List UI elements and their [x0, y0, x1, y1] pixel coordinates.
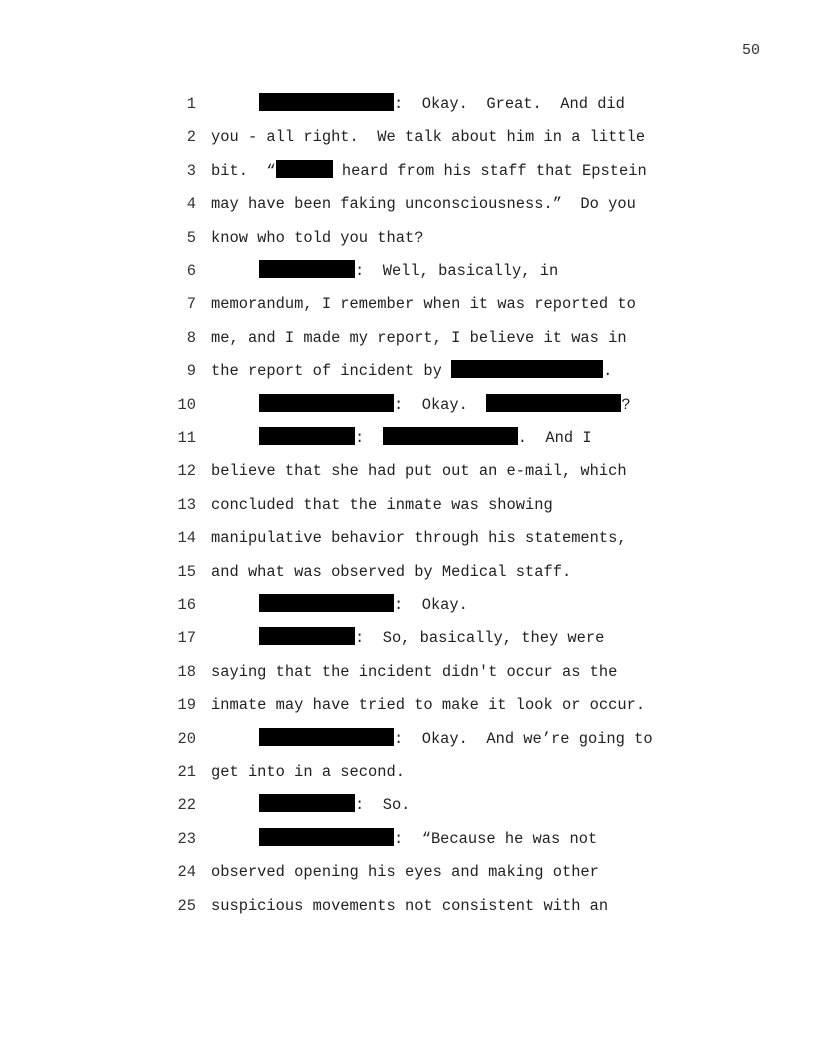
line-text [211, 292, 636, 316]
line-text [211, 560, 571, 584]
text-segment: get into in a second. [211, 763, 405, 781]
text-segment: observed opening his eyes and making other [211, 863, 599, 882]
line-number: 9 [186, 362, 196, 381]
line-text [211, 660, 617, 684]
transcript-line [0, 159, 816, 183]
transcript-line [0, 827, 816, 851]
transcript-line [0, 560, 816, 584]
transcript-line [0, 326, 816, 350]
line-number: 7 [186, 295, 196, 314]
transcript-line [0, 359, 816, 383]
redaction-box [259, 594, 394, 612]
line-text [211, 326, 627, 350]
line-number: 5 [186, 228, 196, 247]
transcript-line [0, 793, 816, 817]
text-segment: and what was observed by Medical staff. [211, 562, 572, 581]
text-segment: manipulative behavior through his statements, [211, 529, 627, 548]
line-number: 25 [177, 896, 196, 915]
line-number: 8 [186, 328, 196, 347]
transcript-line [0, 894, 816, 918]
transcript-line [0, 426, 816, 450]
line-number: 22 [177, 796, 196, 815]
line-number: 14 [177, 529, 196, 548]
line-number: 13 [177, 495, 196, 514]
transcript-line [0, 292, 816, 316]
transcript-line [0, 92, 816, 116]
text-segment: the report of incident by [211, 362, 452, 381]
line-number: 3 [186, 161, 196, 180]
text-segment: : So, basically, they were [355, 629, 605, 648]
redaction-box [276, 160, 333, 178]
text-segment: bit. “ [211, 161, 276, 180]
line-number: 17 [177, 629, 196, 648]
line-number: 12 [177, 462, 196, 481]
line-text [211, 159, 647, 183]
text-segment: saying that the incident didn't occur as the [211, 662, 618, 681]
text-segment: : [355, 429, 383, 447]
line-text [211, 359, 612, 383]
line-text [211, 459, 627, 483]
text-segment: me, and I made my report, I believe it was in [211, 328, 627, 347]
line-text [259, 593, 468, 617]
text-segment: inmate may have tried to make it look or occur. [211, 696, 646, 715]
line-text [211, 526, 627, 550]
line-number: 6 [186, 262, 196, 280]
text-segment: concluded that the inmate was showing [211, 495, 553, 514]
line-number: 24 [177, 863, 196, 882]
transcript-line [0, 493, 816, 517]
transcript-line [0, 125, 816, 149]
line-number: 1 [186, 95, 196, 113]
text-segment: : Okay. [394, 596, 468, 614]
transcript-line [0, 526, 816, 550]
text-segment: : Well, basically, in [355, 262, 559, 280]
text-segment: believe that she had put out an e-mail, which [211, 462, 627, 481]
text-segment: : So. [355, 796, 411, 815]
line-text [211, 693, 645, 717]
redaction-box [259, 627, 355, 645]
line-number: 21 [177, 763, 196, 781]
line-text [259, 727, 653, 751]
line-number: 10 [177, 395, 196, 414]
transcript-line [0, 192, 816, 216]
line-text [211, 493, 553, 517]
line-text [259, 426, 592, 450]
page-number: 50 [742, 42, 761, 59]
line-text [259, 92, 625, 116]
line-text [259, 793, 410, 817]
transcript-line [0, 860, 816, 884]
text-segment: : Okay. [394, 395, 487, 414]
line-text [211, 192, 636, 216]
line-number: 2 [186, 128, 196, 147]
line-text [211, 226, 423, 250]
redaction-box [259, 794, 355, 812]
line-number: 15 [177, 562, 196, 581]
text-segment: memorandum, I remember when it was reported to [211, 295, 636, 314]
line-number: 18 [177, 662, 196, 681]
line-number: 16 [177, 596, 196, 614]
line-number: 11 [177, 429, 196, 447]
transcript-line [0, 259, 816, 283]
text-segment: . And I [517, 429, 592, 447]
redaction-box [259, 394, 394, 412]
text-segment: suspicious movements not consistent with an [211, 896, 609, 915]
line-number: 23 [177, 829, 196, 848]
transcript-line [0, 226, 816, 250]
line-text [259, 393, 631, 417]
text-segment: : Okay. Great. And did [394, 95, 625, 113]
transcript-line [0, 760, 816, 784]
transcript-line [0, 693, 816, 717]
line-number: 4 [186, 195, 196, 214]
line-text [259, 827, 597, 851]
redaction-box [486, 394, 621, 412]
text-segment: you - all right. We talk about him in a little [211, 128, 646, 147]
redaction-box [451, 360, 603, 378]
text-segment: . [603, 362, 613, 381]
text-segment: ? [621, 395, 631, 414]
text-segment: : “Because he was not [394, 829, 598, 848]
line-number: 20 [177, 729, 196, 748]
transcript-line [0, 393, 816, 417]
redaction-box [383, 427, 518, 445]
line-text [211, 125, 645, 149]
line-text [259, 259, 558, 283]
transcript-line [0, 593, 816, 617]
transcript-line [0, 626, 816, 650]
text-segment: heard from his staff that Epstein [332, 161, 647, 180]
line-text [259, 626, 604, 650]
redaction-box [259, 427, 355, 445]
redaction-box [259, 93, 394, 111]
transcript-line [0, 727, 816, 751]
text-segment: know who told you that? [211, 228, 424, 247]
redaction-box [259, 260, 355, 278]
line-text [211, 894, 608, 918]
text-segment: may have been faking unconsciousness.” Do you [211, 195, 636, 214]
line-text [211, 760, 405, 784]
redaction-box [259, 828, 394, 846]
transcript-line [0, 660, 816, 684]
text-segment: : Okay. And we’re going to [394, 729, 653, 748]
redaction-box [259, 728, 394, 746]
line-text [211, 860, 599, 884]
transcript-line [0, 459, 816, 483]
line-number: 19 [177, 696, 196, 715]
